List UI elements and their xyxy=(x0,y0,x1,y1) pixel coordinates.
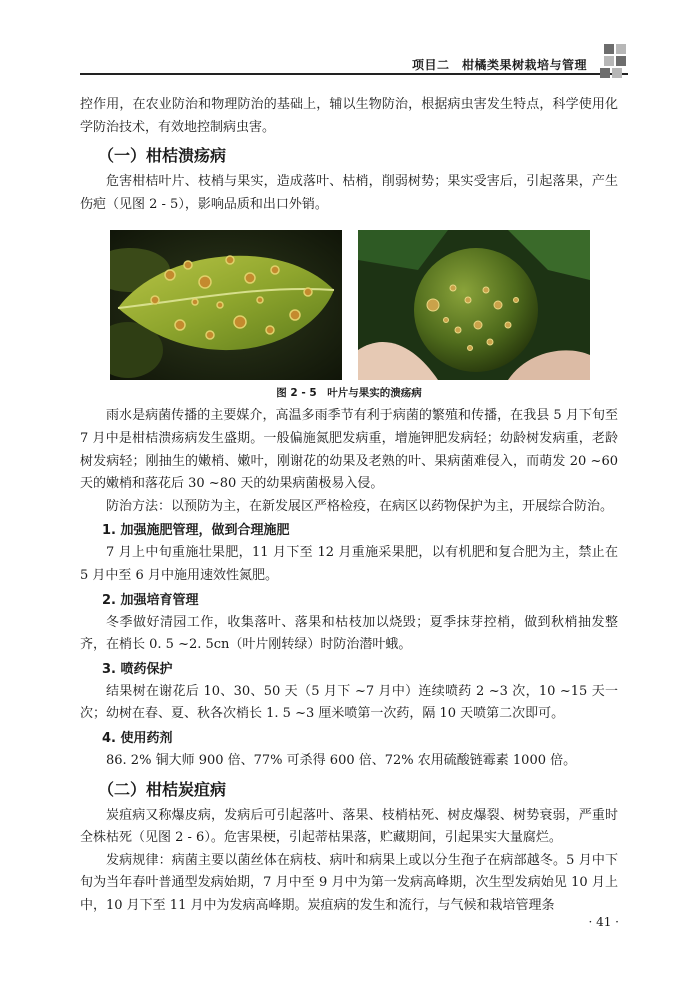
paragraph-canker-spread: 雨水是病菌传播的主要媒介，高温多雨季节有利于病菌的繁殖和传播，在我县 5 月下旬至 7 月中是柑桔溃疡病发生盛期。一般偏施氮肥发病重，增施钾肥发病轻；幼龄树发病重，老龄树发病轻；刚抽生的嫩梢、嫩叶，刚谢花的幼果及老熟的叶、果病菌难侵入，而萌发 20 ~60 天的嫩梢和落花后 30 ~80 天的幼果病菌极易入侵。 xyxy=(80,408,618,492)
fruit-canker-photo xyxy=(358,230,590,380)
page-content xyxy=(80,94,618,917)
paragraph-cultivation: 冬季做好清园工作，收集落叶、落果和枯枝加以烧毁；夏季抹芽控梢，做到秋梢抽发整齐，在梢长 0. 5 ~2. 5cn（叶片刚转绿）时防治潜叶蛾。 xyxy=(80,614,618,653)
figure-2-5 xyxy=(80,222,618,405)
paragraph-spraying: 结果树在谢花后 10、30、50 天（5 月下 ~7 月中）连续喷药 2 ~3 次，10 ~15 天一次；幼树在春、夏、秋各次梢长 1. 5 ~3 厘米喷第一次药，隔 10 天喷第二次即可。 xyxy=(80,683,618,722)
subheading-fertilization: 1. 加强施肥管理，做到合理施肥 xyxy=(102,523,290,539)
paragraph-pesticides: 86. 2% 铜大师 900 倍、77% 可杀得 600 倍、72% 农用硫酸链霉素 1000 倍。 xyxy=(106,752,577,768)
subheading-spraying: 3. 喷药保护 xyxy=(102,661,173,677)
paragraph-anthracnose-intro: 炭疽病又称爆皮病，发病后可引起落叶、落果、枝梢枯死、树皮爆裂、树势衰弱，严重时全株枯死（见图 2 - 6）。危害果梗，引起蒂枯果落，贮藏期间，引起果实大量腐烂。 xyxy=(80,807,618,846)
running-header-title: 项目二 柑橘类果树栽培与管理 xyxy=(412,58,588,72)
subheading-cultivation: 2. 加强培育管理 xyxy=(102,592,199,608)
page-header xyxy=(0,0,699,80)
section-heading-anthracnose: （二）柑桔炭疽病 xyxy=(98,779,227,799)
paragraph-canker-intro: 危害柑桔叶片、枝梢与果实，造成落叶、枯梢，削弱树势；果实受害后，引起落果，产生伤疤（见图 2 - 5），影响品质和出口外销。 xyxy=(80,174,618,212)
page-number: · 41 · xyxy=(588,915,619,929)
header-rule xyxy=(80,73,628,75)
leaf-canker-photo xyxy=(110,230,342,380)
paragraph-intro: 控作用，在农业防治和物理防治的基础上，辅以生物防治，根据病虫害发生特点，科学使用化学防治技术，有效地控制病虫害。 xyxy=(80,97,618,135)
paragraph-canker-control: 防治方法：以预防为主，在新发展区严格检疫，在病区以药物保护为主，开展综合防治。 xyxy=(106,498,614,514)
section-heading-canker: （一）柑桔溃疡病 xyxy=(98,146,227,166)
paragraph-anthracnose-rule: 发病规律：病菌主要以菌丝体在病枝、病叶和病果上或以分生孢子在病部越冬。5 月中下旬为当年春叶普通型发病始期，7 月中至 9 月中为第一发病高峰期，次生型发病始见 10 月上中，10 月下至 11 月中为发病高峰期。炭疽病的发生和流行，与气候和栽培管理条 xyxy=(80,852,618,913)
subheading-pesticides: 4. 使用药剂 xyxy=(102,730,173,746)
figure-caption: 图 2 - 5 叶片与果实的溃疡病 xyxy=(276,387,422,400)
paragraph-fertilization: 7 月上中旬重施壮果肥，11 月下至 12 月重施采果肥，以有机肥和复合肥为主，禁止在 5 月中至 6 月中施用速效性氮肥。 xyxy=(80,545,618,583)
